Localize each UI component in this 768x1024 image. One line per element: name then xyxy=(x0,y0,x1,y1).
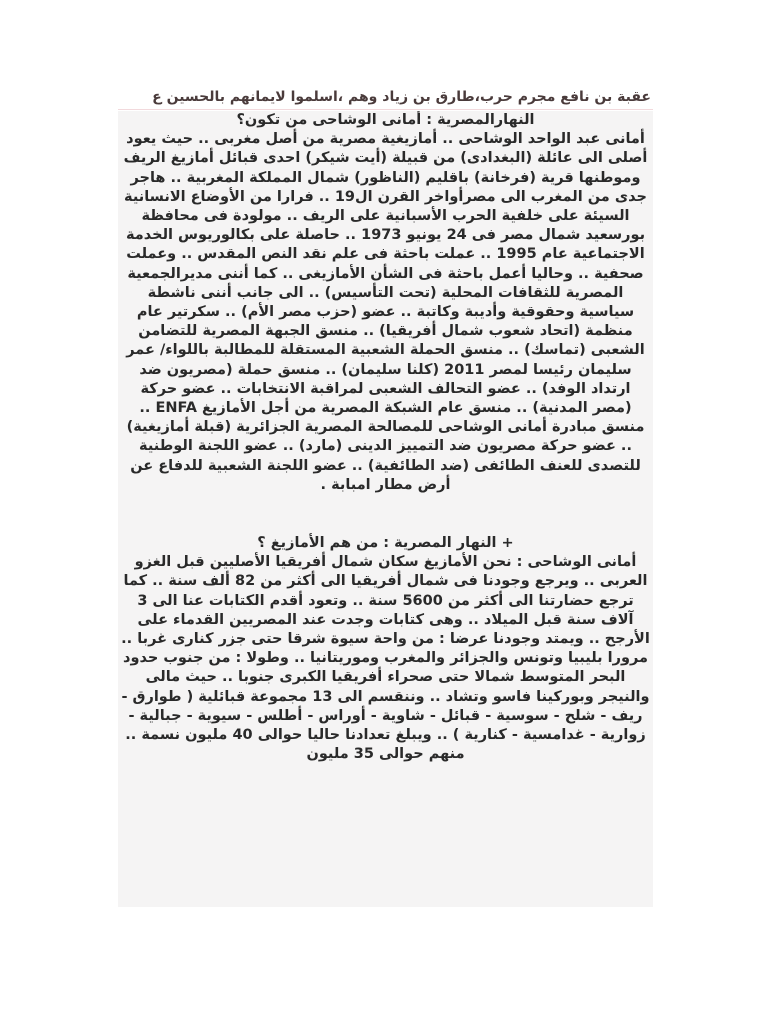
document-page xyxy=(118,88,653,928)
page-title: عقبة بن نافع مجرم حرب،طارق بن زياد وهم ،اسلموا لايمانهم بالحسين ع xyxy=(118,88,653,110)
interview-answer-2: أمانى الوشاحى : نحن الأمازيغ سكان شمال أفريقيا الأصليين قبل الغزو العربى .. ويرجع وجودنا فى شمال أفريقيا الى أكثر من 82 ألف سنة .. كما ترجع حضارتنا الى أكثر من 5600 سنة .. وتعود أقدم الكتابات عنا الى 3 آلاف سنة قبل الميلاد .. وهى كتابات وجدت عند المصريين القدماء على الأرجح .. ويمتد وجودنا عرضا : من واحة سيوة شرقا حتى جزر كنارى غربا .. مرورا بليبيا وتونس والجزائر والمغرب وموريتانيا .. وطولا : من جنوب حدود البحر المتوسط شمالا حتى صحراء أفريقيا الكبرى جنوبا .. حيث مالى والنيجر وبوركينا فاسو وتشاد .. وننقسم الى 13 مجموعة قبائلية ( طوارق - ريف - شلح - سوسية - قبائل - شاوية - أوراس - أطلس - سيوية - جبالية - زوارية - غدامسية - كنارية ) .. ويبلغ تعدادنا حاليا حوالى 40 مليون نسمة .. منهم حوالى 35 مليون xyxy=(121,554,650,763)
interview-question-2: + النهار المصرية : من هم الأمازيغ ؟ xyxy=(257,535,514,552)
interview-answer-1: أمانى عبد الواحد الوشاحى .. أمازيغية مصرية من أصل مغربى .. حيث يعود أصلى الى عائلة (البغدادى) من قبيلة (أيت شيكر) احدى قبائل أمازيغ الريف وموطنها قرية (فرخانة) باقليم (الناظور) شمال المملكة المغربية .. هاجر جدى من المغرب الى مصرأواخر القرن ال19 .. فرارا من الأوضاع الانسانية السيئة على خلفية الحرب الأسبانية على الريف .. مولودة فى محافظة بورسعيد شمال مصر فى 24 يونيو 1973 .. حاصلة على بكالوريوس الخدمة الاجتماعية عام 1995 .. عملت باحثة فى علم نقد النص المقدس .. وعملت صحفية .. وحاليا أعمل باحثة فى الشأن الأمازيغى .. كما أننى مديرالجمعية المصرية للثقافات المحلية (تحت التأسيس) .. الى جانب أننى ناشطة سياسية وحقوقية وأديبة وكاتبة .. عضو (حزب مصر الأم) .. سكرتير عام منظمة (اتحاد شعوب شمال أفريقيا) .. منسق الجبهة المصرية للتضامن الشعبى (تماسك) .. منسق الحملة الشعبية المستقلة للمطالبة باللواء/ عمر سليمان رئيسا لمصر 2011 (كلنا سليمان) .. منسق حملة (مصريون ضد ارتداد الوفد) .. عضو التحالف الشعبى لمراقبة الانتخابات .. عضو حركة (مصر المدنية) .. منسق عام الشبكة المصرية من أجل الأمازيغ ENFA .. منسق مبادرة أمانى الوشاحى للمصالحة المصرية الجزائرية (قبلة أمازيغية) .. عضو حركة مصريون ضد التمييز الدينى (مارد) .. عضو اللجنة الوطنية للتصدى للعنف الطائفى (ضد الطائفية) .. عضو اللجنة الشعبية للدفاع عن أرض مطار امبابة . xyxy=(123,131,648,493)
article-body xyxy=(118,111,653,907)
paragraph-spacer xyxy=(120,495,651,534)
interview-question-1: النهارالمصرية : أمانى الوشاحى من تكون؟ xyxy=(236,112,535,128)
